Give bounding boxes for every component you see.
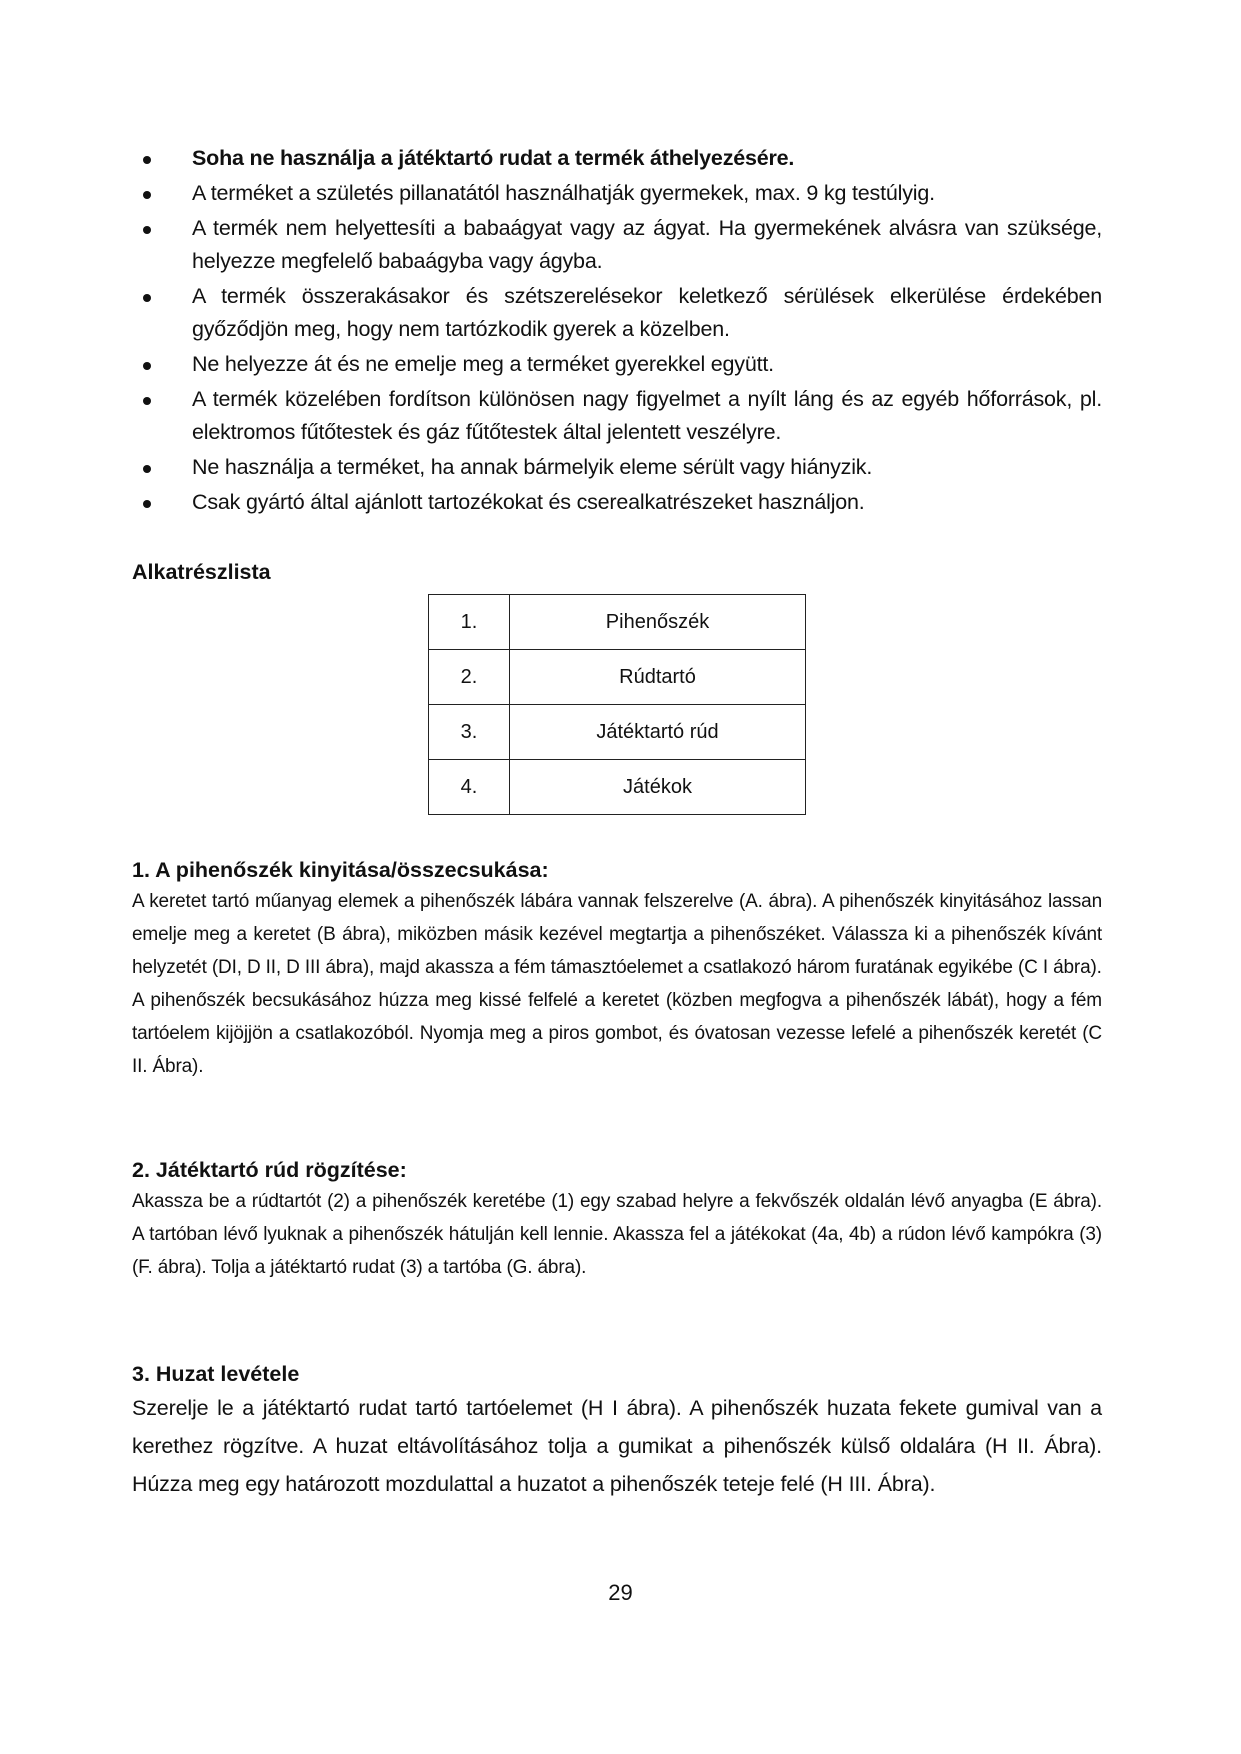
part-name: Játékok xyxy=(510,760,806,815)
table-row xyxy=(429,760,806,815)
part-number: 2. xyxy=(429,650,510,705)
part-name: Pihenőszék xyxy=(510,595,806,650)
section-heading: 2. Játéktartó rúd rögzítése: xyxy=(132,1158,407,1182)
bullet-icon xyxy=(143,191,151,199)
list-item xyxy=(132,142,1102,175)
bullet-icon xyxy=(143,362,151,370)
bullet-icon xyxy=(143,294,151,302)
bullet-icon xyxy=(143,465,151,473)
list-item-text: Soha ne használja a játéktartó rudat a termék áthelyezésére. xyxy=(192,146,795,170)
list-item-text: A termék közelében fordítson különösen nagy figyelmet a nyílt láng és az egyéb hőforrások, pl. elektromos fűtőtestek és gáz fűtőtestek által jelentett veszélyre. xyxy=(192,387,1102,444)
safety-warnings-list xyxy=(132,142,1102,521)
part-name: Játéktartó rúd xyxy=(510,705,806,760)
list-item-text: Ne használja a terméket, ha annak bármelyik eleme sérült vagy hiányzik. xyxy=(192,455,873,479)
list-item xyxy=(132,280,1102,346)
table-row xyxy=(429,650,806,705)
section-heading: 3. Huzat levétele xyxy=(132,1362,300,1386)
table-row xyxy=(429,705,806,760)
section-paragraph: A pihenőszék becsukásához húzza meg kissé felfelé a keretet (közben megfogva a pihenőszék lábát), hogy a fém tartóelem kijöjjön a csatlakozóból. Nyomja meg a piros gombot, és óvatosan vezesse lefelé a pihenőszék keretét (C II. Ábra). xyxy=(132,990,1102,1077)
bullet-icon xyxy=(143,226,151,234)
parts-table xyxy=(428,594,806,815)
list-item-text: Ne helyezze át és ne emelje meg a terméket gyerekkel együtt. xyxy=(192,352,774,376)
list-item-text: A terméket a születés pillanatától használhatják gyermekek, max. 9 kg testúlyig. xyxy=(192,181,935,205)
section-paragraph: Szerelje le a játéktartó rudat tartó tartóelemet (H I ábra). A pihenőszék huzata fekete gumival van a kerethez rögzítve. A huzat eltávolításához tolja a gumikat a pihenőszék külső oldalára (H II. Ábra). Húzza meg egy határozott mozdulattal a huzatot a pihenőszék teteje felé (H III. Ábra). xyxy=(132,1396,1102,1496)
section-paragraph: Akassza be a rúdtartót (2) a pihenőszék keretébe (1) egy szabad helyre a fekvőszék oldalán lévő anyagba (E ábra). A tartóban lévő lyuknak a pihenőszék hátulján kell lennie. Akassza fel a játékokat (4a, 4b) a rúdon lévő kampókra (3) (F. ábra). Tolja a játéktartó rudat (3) a tartóba (G. ábra). xyxy=(132,1191,1102,1278)
list-item xyxy=(132,451,1102,484)
page-number: 29 xyxy=(608,1580,633,1605)
list-item xyxy=(132,212,1102,278)
section-toy-bar xyxy=(132,1155,1102,1284)
section-opening-closing xyxy=(132,855,1102,1083)
list-item xyxy=(132,177,1102,210)
part-name: Rúdtartó xyxy=(510,650,806,705)
list-item-text: Csak gyártó által ajánlott tartozékokat és cserealkatrészeket használjon. xyxy=(192,490,865,514)
list-item xyxy=(132,383,1102,449)
section-paragraph: A keretet tartó műanyag elemek a pihenőszék lábára vannak felszerelve (A. ábra). A pihenőszék kinyitásához lassan emelje meg a keretet (B ábra), miközben másik kezével megtartja a pihenőszéket. Válassza ki a pihenőszék kívánt helyzetét (DI, D II, D III ábra), majd akassza a fém támasztóelemet a csatlakozó három furatának egyikébe (C I ábra). xyxy=(132,891,1102,978)
section-cover-removal xyxy=(132,1359,1102,1503)
bullet-icon xyxy=(143,156,151,164)
parts-list-title: Alkatrészlista xyxy=(132,560,271,584)
list-item xyxy=(132,348,1102,381)
list-item-text: A termék összerakásakor és szétszerelésekor keletkező sérülések elkerülése érdekében győződjön meg, hogy nem tartózkodik gyerek a közelben. xyxy=(192,284,1102,341)
section-heading: 1. A pihenőszék kinyitása/összecsukása: xyxy=(132,858,549,882)
bullet-icon xyxy=(143,500,151,508)
list-item xyxy=(132,486,1102,519)
bullet-icon xyxy=(143,397,151,405)
part-number: 3. xyxy=(429,705,510,760)
table-row xyxy=(429,595,806,650)
part-number: 1. xyxy=(429,595,510,650)
list-item-text: A termék nem helyettesíti a babaágyat vagy az ágyat. Ha gyermekének alvásra van szüksége, helyezze megfelelő babaágyba vagy ágyba. xyxy=(192,216,1102,273)
part-number: 4. xyxy=(429,760,510,815)
